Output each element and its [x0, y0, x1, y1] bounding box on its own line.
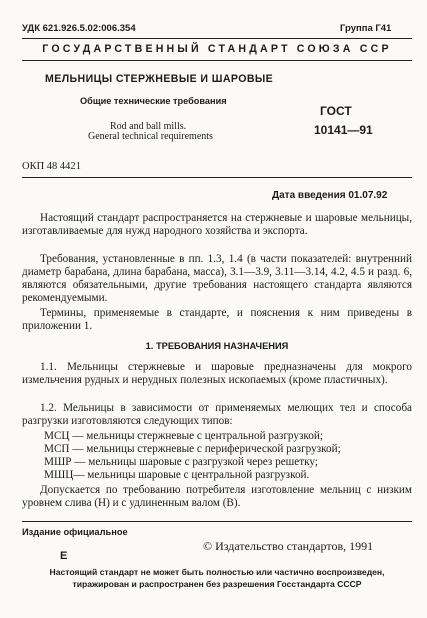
mill-type-item: МШЦ— мельницы шаровые с центральной разгрузкой.	[44, 469, 310, 482]
gost-label: ГОСТ	[320, 104, 352, 118]
copyright-notice-line1: Настоящий стандарт не может быть полностью или частично воспроизведен,	[49, 567, 385, 577]
doc-title: МЕЛЬНИЦЫ СТЕРЖНЕВЫЕ И ШАРОВЫЕ	[45, 73, 274, 85]
paragraph-1-1: 1.1. Мельницы стержневые и шаровые предназначены для мокрого измельчения рудных и нерудных полезных ископаемых (кроме пластичных).	[22, 361, 412, 387]
copyright-notice-line2: тиражирован и распространен без разрешения Госстандарта СССР	[72, 579, 362, 589]
top-rule	[22, 38, 412, 39]
mill-types-list	[22, 430, 412, 482]
gost-number: 10141—91	[314, 123, 373, 137]
mill-type-item: МСЦ — мельницы стержневые с центральной разгрузкой;	[44, 430, 323, 442]
english-title-line2: General technical requirements	[88, 131, 213, 142]
intro-paragraph-3: Термины, применяемые в стандарте, и пояснения к ним приведены в приложении 1.	[22, 307, 412, 333]
copyright-line: © Издательство стандартов, 1991	[203, 539, 374, 553]
paragraph-1-2: 1.2. Мельницы в зависимости от применяемых мелющих тел и способа разгрузки изготовляются следующих типов:	[22, 402, 412, 428]
standard-title: ГОСУДАРСТВЕННЫЙ СТАНДАРТ СОЮЗА ССР	[42, 43, 392, 55]
intro-paragraph-1: Настоящий стандарт распространяется на стержневые и шаровые мельницы, изготавливаемые для нужд народного хозяйства и экспорта.	[22, 212, 412, 238]
title-rule	[22, 60, 412, 61]
doc-subtitle: Общие технические требования	[80, 96, 227, 106]
group-code: Группа Г41	[340, 23, 392, 34]
mill-type-item: МШР — мельницы шаровые с разгрузкой через решетку;	[44, 456, 318, 469]
okp-rule	[22, 177, 412, 178]
edition-letter: Е	[60, 550, 68, 562]
intro-paragraph-2: Требования, установленные в пп. 1.3, 1.4 (в части показателей: внутренний диаметр барабана, длина барабана, масса), 3.1—3.9, 3.11—3.14, 4.2, 4.5 и разд. 6, являются обязательными, другие требования настоящего стандарта являются рекомендуемыми.	[22, 253, 412, 305]
paragraph-allowed-options: Допускается по требованию потребителя изготовление мельниц с низким уровнем слива (Н) и с удлиненным валом (В).	[22, 484, 412, 510]
okp-code: ОКП 48 4421	[22, 161, 81, 172]
english-title-line1: Rod and ball mills.	[110, 121, 187, 132]
footer-rule	[22, 521, 412, 522]
section-1-heading: 1. ТРЕБОВАНИЯ НАЗНАЧЕНИЯ	[145, 341, 289, 351]
udk-code: УДК 621.926.5.02:006.354	[22, 23, 136, 34]
intro-date: Дата введения 01.07.92	[272, 190, 388, 201]
official-edition: Издание официальное	[22, 527, 128, 537]
mill-type-item: МСП — мельницы стержневые с периферической разгрузкой;	[44, 443, 341, 456]
